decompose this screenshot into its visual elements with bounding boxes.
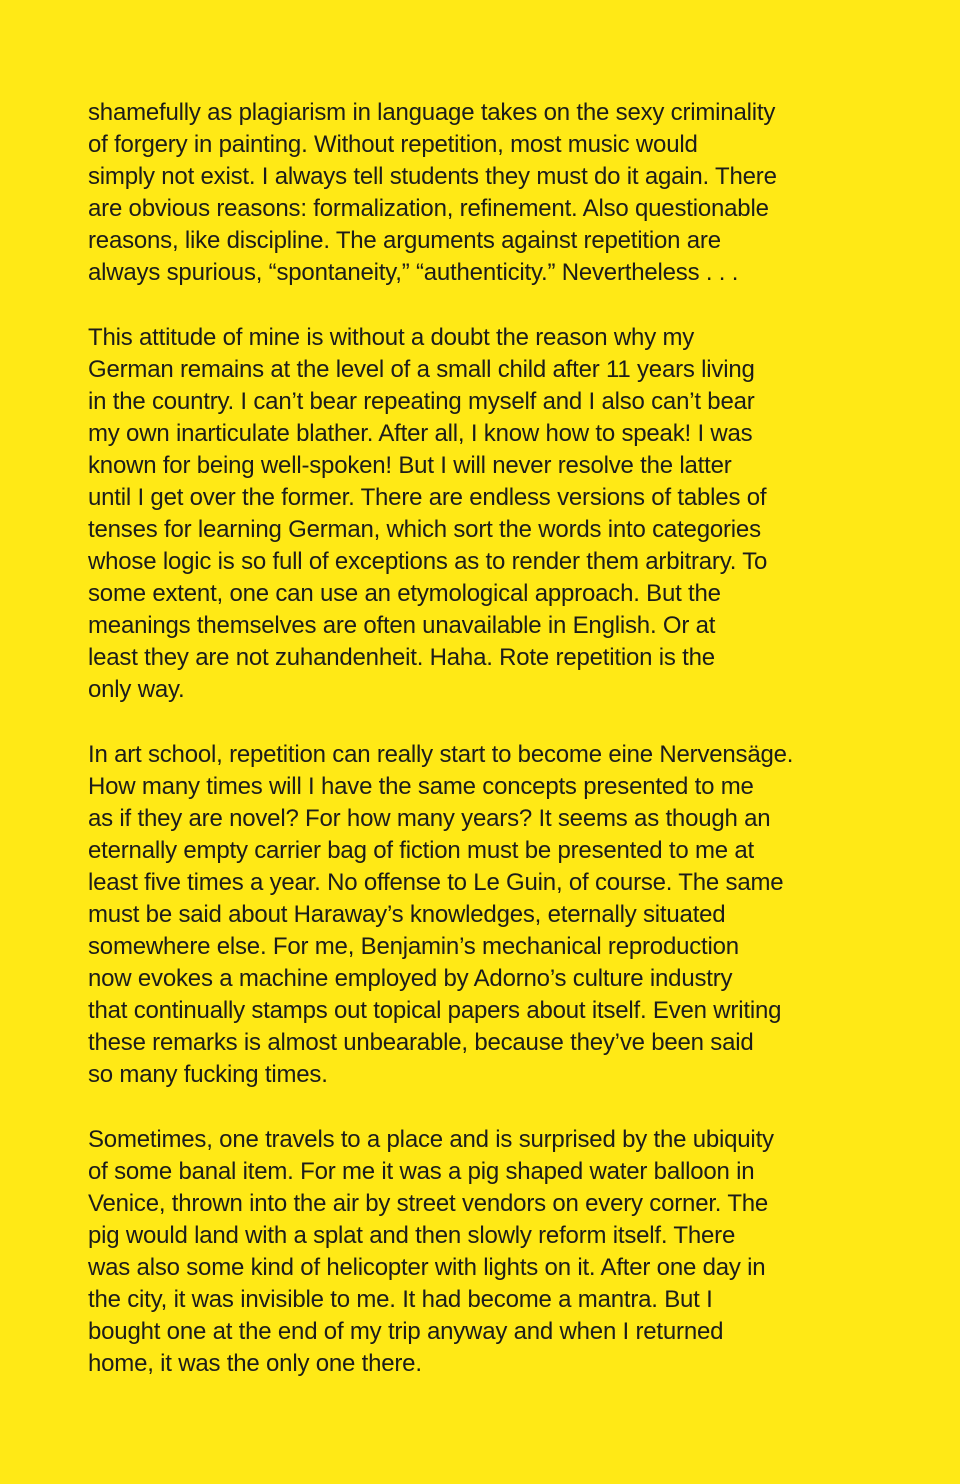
text-line: these remarks is almost unbearable, because they’ve been said — [88, 1029, 754, 1056]
paragraph — [88, 739, 878, 1091]
text-line: whose logic is so full of exceptions as to render them arbitrary. To — [88, 548, 768, 575]
text-line: that continually stamps out topical papers about itself. Even writing — [88, 997, 782, 1024]
text-line: my own inarticulate blather. After all, I know how to speak! I was — [88, 420, 753, 447]
text-line: must be said about Haraway’s knowledges, eternally situated — [88, 901, 726, 928]
text-line: until I get over the former. There are endless versions of tables of — [88, 484, 767, 511]
text-line: only way. — [88, 676, 185, 703]
text-line: pig would land with a splat and then slowly reform itself. There — [88, 1222, 736, 1249]
text-line: How many times will I have the same concepts presented to me — [88, 773, 754, 800]
text-line: was also some kind of helicopter with lights on it. After one day in — [88, 1254, 766, 1281]
text-line: known for being well-spoken! But I will never resolve the latter — [88, 452, 732, 479]
text-line: German remains at the level of a small child after 11 years living — [88, 356, 755, 383]
text-line: as if they are novel? For how many years? It seems as though an — [88, 805, 771, 832]
text-line: This attitude of mine is without a doubt the reason why my — [88, 324, 695, 351]
paragraph — [88, 1124, 878, 1380]
text-line: simply not exist. I always tell students they must do it again. There — [88, 163, 777, 190]
essay-text-column — [88, 97, 878, 1413]
text-line: tenses for learning German, which sort the words into categories — [88, 516, 761, 543]
text-line: reasons, like discipline. The arguments against repetition are — [88, 227, 721, 254]
paragraph — [88, 322, 878, 706]
paragraph — [88, 97, 878, 289]
text-line: always spurious, “spontaneity,” “authenticity.” Nevertheless . . . — [88, 259, 739, 286]
text-line: now evokes a machine employed by Adorno’s culture industry — [88, 965, 733, 992]
text-line: meanings themselves are often unavailable in English. Or at — [88, 612, 716, 639]
text-line: the city, it was invisible to me. It had become a mantra. But I — [88, 1286, 713, 1313]
text-line: In art school, repetition can really start to become eine Nervensäge. — [88, 741, 794, 768]
text-line: Venice, thrown into the air by street vendors on every corner. The — [88, 1190, 769, 1217]
text-line: in the country. I can’t bear repeating myself and I also can’t bear — [88, 388, 755, 415]
text-line: somewhere else. For me, Benjamin’s mechanical reproduction — [88, 933, 739, 960]
text-line: least five times a year. No offense to Le Guin, of course. The same — [88, 869, 784, 896]
text-line: so many fucking times. — [88, 1061, 328, 1088]
text-line: of some banal item. For me it was a pig shaped water balloon in — [88, 1158, 755, 1185]
text-line: bought one at the end of my trip anyway and when I returned — [88, 1318, 724, 1345]
text-line: Sometimes, one travels to a place and is surprised by the ubiquity — [88, 1126, 774, 1153]
text-line: least they are not zuhandenheit. Haha. Rote repetition is the — [88, 644, 715, 671]
text-line: home, it was the only one there. — [88, 1350, 422, 1377]
text-line: of forgery in painting. Without repetition, most music would — [88, 131, 698, 158]
text-line: some extent, one can use an etymological approach. But the — [88, 580, 721, 607]
text-line: eternally empty carrier bag of fiction must be presented to me at — [88, 837, 754, 864]
text-line: shamefully as plagiarism in language takes on the sexy criminality — [88, 99, 776, 126]
text-line: are obvious reasons: formalization, refinement. Also questionable — [88, 195, 769, 222]
